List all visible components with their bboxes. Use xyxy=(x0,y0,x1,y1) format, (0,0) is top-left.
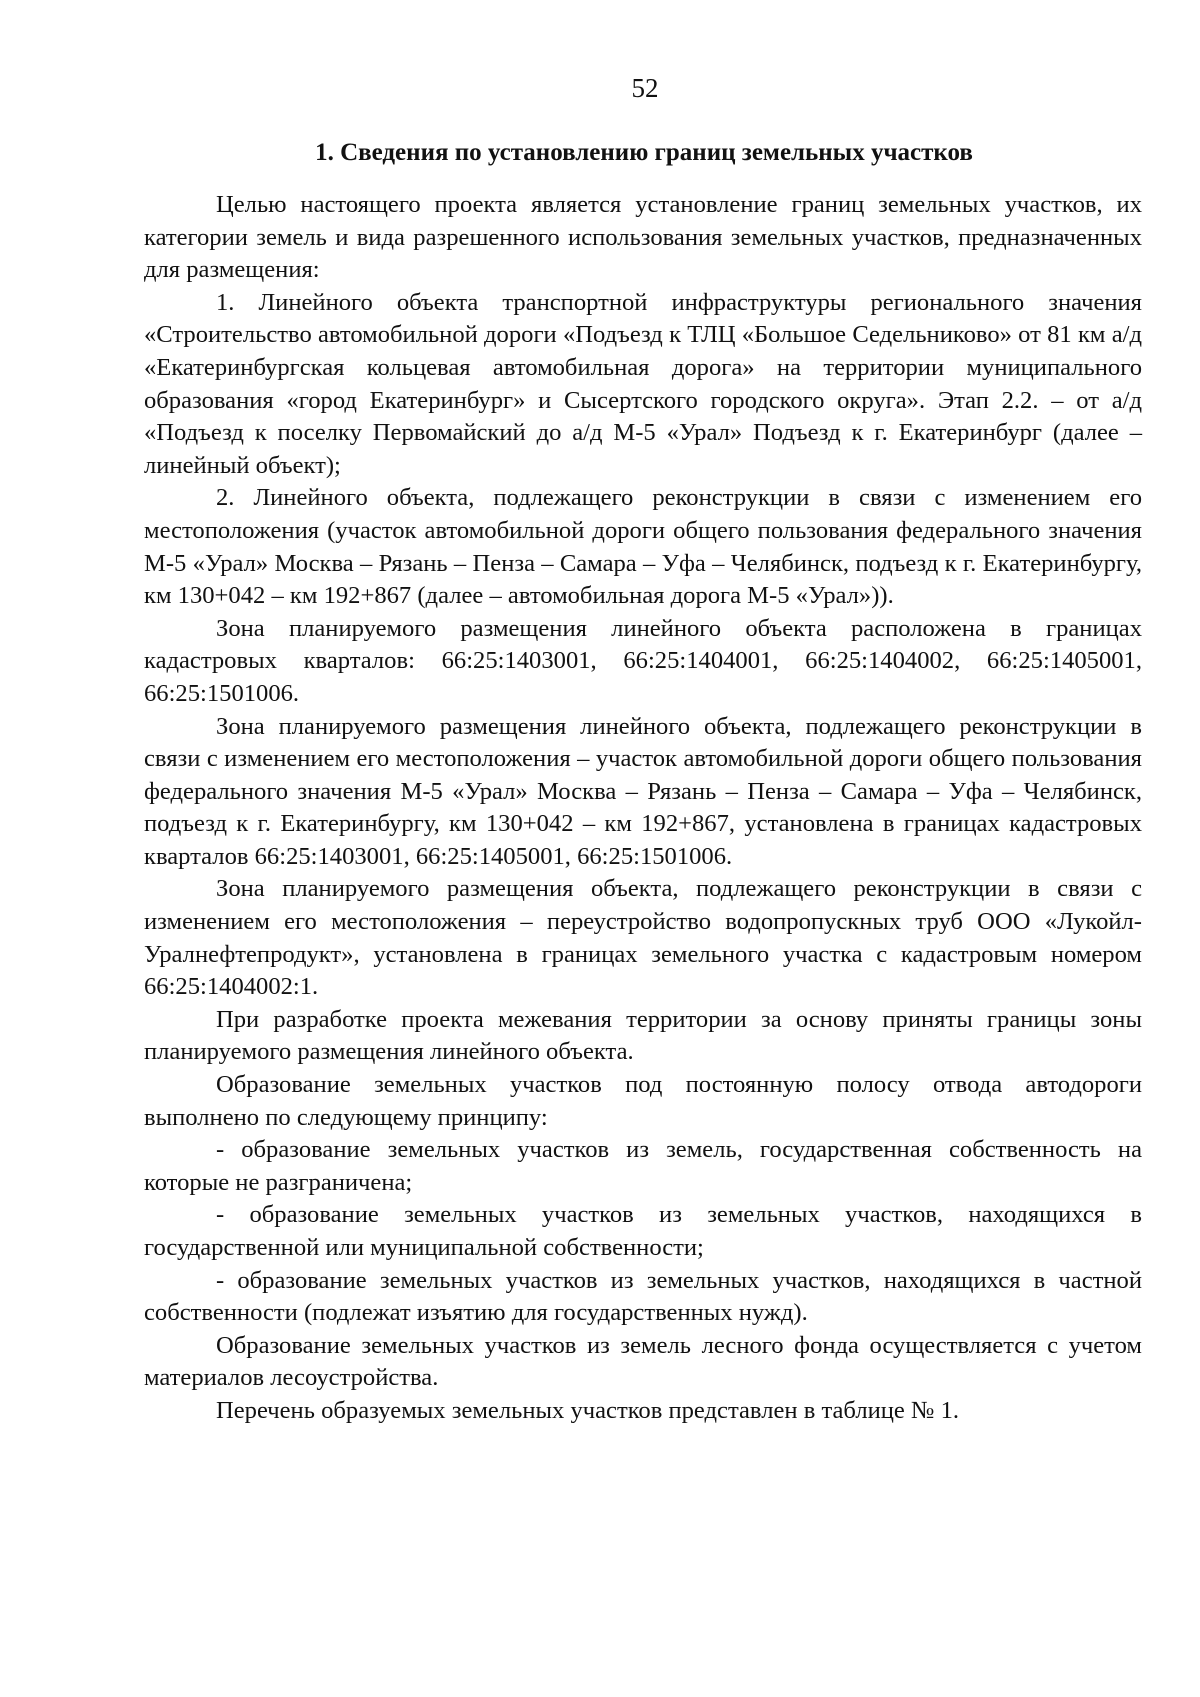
document-body xyxy=(144,189,1142,1428)
page-number: 52 xyxy=(631,73,659,103)
paragraph-basis: При разработке проекта межевания территории за основу приняты границы зоны планируемого размещения линейного объекта. xyxy=(144,1005,1142,1066)
paragraph-principle: Образование земельных участков под постоянную полосу отвода автодороги выполнено по следующему принципу: xyxy=(144,1071,1142,1131)
list-item-state-municipal: - образование земельных участков из земельных участков, находящихся в государственной или муниципальной собственности; xyxy=(144,1201,1142,1261)
paragraph-purpose: Целью настоящего проекта является установление границ земельных участков, их категории земель и вида разрешенного использования земельных участков, предназначенных для размещения: xyxy=(144,191,1142,284)
paragraph-zone-reconstruction: Зона планируемого размещения линейного объекта, подлежащего реконструкции в связи с изменением его местоположения – участок автомобильной дороги общего пользования федерального значения М-5 «Урал» Москва – Рязань – Пенза – Самара – Уфа – Челябинск, подъезд к г. Екатеринбургу, км 130+042 – км 192+867, установлена в границах кадастровых кварталов 66:25:1403001, 66:25:1405001, 66:25:1501006. xyxy=(144,712,1142,870)
section-title: 1. Сведения по установлению границ земельных участков xyxy=(315,139,973,166)
paragraph-zone-linear: Зона планируемого размещения линейного объекта расположена в границах кадастровых кварталов: 66:25:1403001, 66:25:1404001, 66:25:1404002, 66:25:1405001, 66:25:1501006. xyxy=(144,614,1142,707)
paragraph-forest: Образование земельных участков из земель лесного фонда осуществляется с учетом материалов лесоустройства. xyxy=(144,1331,1142,1392)
list-item-unallocated: - образование земельных участков из земель, государственная собственность на которые не разграничена; xyxy=(144,1136,1142,1196)
list-item-private: - образование земельных участков из земельных участков, находящихся в частной собственности (подлежат изъятию для государственных нужд). xyxy=(144,1266,1142,1327)
paragraph-table-reference: Перечень образуемых земельных участков представлен в таблице № 1. xyxy=(216,1396,960,1424)
paragraph-item-1: 1. Линейного объекта транспортной инфраструктуры регионального значения «Строительство автомобильной дороги «Подъезд к ТЛЦ «Большое Седельниково» от 81 км а/д «Екатеринбургская кольцевая автомобильная дорога» на территории муниципального образования «город Екатеринбург» и Сысертского городского округа». Этап 2.2. – от а/д «Подъезд к поселку Первомайский до а/д М-5 «Урал» Подъезд к г. Екатеринбург (далее – линейный объект); xyxy=(144,288,1142,479)
paragraph-item-2: 2. Линейного объекта, подлежащего реконструкции в связи с изменением его местоположения (участок автомобильной дороги общего пользования федерального значения М-5 «Урал» Москва – Рязань – Пенза – Самара – Уфа – Челябинск, подъезд к г. Екатеринбургу, км 130+042 – км 192+867 (далее – автомобильная дорога М-5 «Урал»)). xyxy=(144,484,1142,610)
paragraph-zone-pipes: Зона планируемого размещения объекта, подлежащего реконструкции в связи с изменением его местоположения – переустройство водопропускных труб ООО «Лукойл-Уралнефтепродукт», установлена в границах земельного участка с кадастровым номером 66:25:1404002:1. xyxy=(144,875,1142,1001)
